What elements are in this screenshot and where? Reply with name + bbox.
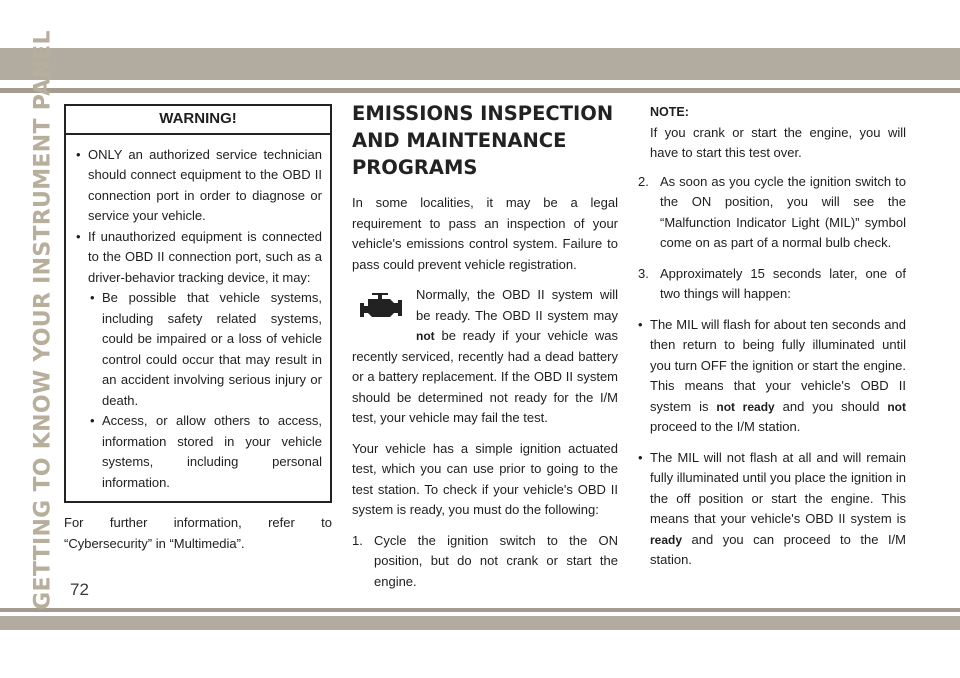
header-rule	[0, 88, 960, 93]
heading-line: PROGRAMS	[352, 156, 478, 179]
emphasis-text: ready	[650, 532, 683, 547]
obd-text: Normally, the OBD II system will be ready. The OBD II system may	[416, 287, 618, 323]
mil-flash-bullet	[638, 315, 906, 438]
step-number: 3.	[638, 265, 649, 281]
note-text: If you crank or start the engine, you will have to start this test over.	[650, 124, 906, 160]
heading-line: EMISSIONS INSPECTION	[352, 102, 614, 125]
heading-line: AND MAINTENANCE	[352, 129, 567, 152]
simple-test-paragraph: Your vehicle has a simple ignition actuated test, which you can use prior to going to the test station. To check if your vehicle's OBD II system is ready, you must do the following:	[352, 440, 618, 517]
middle-column	[352, 100, 618, 602]
emphasis-text: not	[416, 329, 435, 343]
footer-band	[0, 616, 960, 630]
bullet-text: and you can proceed to the I/M station.	[650, 531, 906, 567]
bullet-text: proceed to the I/M station.	[650, 419, 801, 434]
step-1	[352, 531, 618, 593]
warning-body	[66, 135, 330, 502]
note-label: NOTE:	[650, 105, 689, 119]
bullet-text: and you should	[774, 398, 888, 414]
header-band	[0, 48, 960, 80]
intro-paragraph: In some localities, it may be a legal requirement to pass an inspection of your vehicle's emissions control system. Failure to pass could prevent vehicle registration.	[352, 195, 618, 272]
step-text: As soon as you cycle the ignition switch to the ON position, you will see the “Malfunction Indicator Light (MIL)” symbol come on as part of a normal bulb check.	[660, 173, 906, 250]
side-title-container	[30, 30, 56, 610]
warning-sub-bullet: • Access, or allow others to access, information stored in your vehicle systems, including personal information.	[76, 411, 322, 493]
warning-title: WARNING!	[66, 106, 330, 135]
warning-sub-bullet: • Be possible that vehicle systems, including safety related systems, could be impaired or a loss of vehicle control could occur that may result in an accident involving serious injury or death.	[76, 288, 322, 411]
page-number: 72	[70, 580, 89, 599]
step-3	[638, 264, 906, 305]
obd-ready-paragraph	[352, 285, 618, 429]
step-text: Cycle the ignition switch to the ON position, but do not crank or start the engine.	[374, 532, 618, 589]
cybersecurity-reference: For further information, refer to “Cybersecurity” in “Multimedia”.	[64, 515, 332, 551]
step-number: 2.	[638, 173, 649, 189]
emphasis-text: not ready	[716, 399, 775, 414]
side-title: GETTING TO KNOW YOUR INSTRUMENT PANEL	[30, 30, 56, 610]
mil-steady-bullet	[638, 448, 906, 571]
left-column	[64, 104, 332, 567]
warning-bullet: • ONLY an authorized service technician should connect equipment to the OBD II connection port in order to diagnose or service your vehicle.	[76, 145, 322, 227]
check-engine-icon	[358, 291, 408, 325]
bullet-text: The MIL will flash for about ten seconds and then return to being fully illuminated until you turn OFF the ignition or start the engine. This means that your vehicle's OBD II system is	[650, 316, 906, 414]
section-heading	[352, 100, 618, 181]
emphasis-text: not	[887, 399, 906, 414]
step-2	[638, 172, 906, 254]
bullet-text: The MIL will not flash at all and will remain fully illuminated until you place the ignition in the off position or start the engine. This means that your vehicle's OBD II system is	[650, 449, 906, 526]
step-text: Approximately 15 seconds later, one of two things will happen:	[660, 265, 906, 301]
note	[638, 102, 906, 164]
right-column	[638, 105, 906, 581]
obd-text: be ready if your vehicle was recently serviced, recently had a dead battery or a battery replacement. If the OBD II system should be determined not ready for the I/M test, your vehicle may fail the test.	[352, 328, 618, 425]
warning-box	[64, 104, 332, 503]
footer-rule	[0, 608, 960, 612]
warning-bullet: • If unauthorized equipment is connected to the OBD II connection port, such as a driver-behavior tracking device, it may:	[76, 227, 322, 289]
step-number: 1.	[352, 532, 363, 548]
